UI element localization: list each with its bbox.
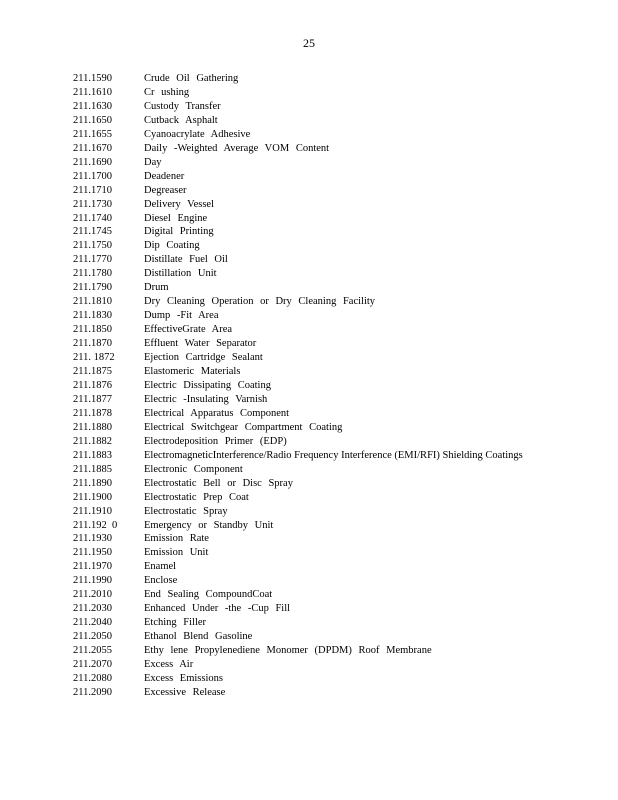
section-number: 211.2010 (73, 589, 112, 601)
section-number: 211.1878 (73, 407, 112, 419)
defined-term: Enclose (144, 575, 178, 587)
defined-term: Electrical Switchgear Compartment Coating (144, 421, 343, 433)
list-item (73, 212, 543, 226)
section-number: 211.1900 (73, 491, 112, 503)
section-number: 211.2030 (73, 603, 112, 615)
list-item (73, 86, 543, 100)
defined-term: Drum (144, 282, 169, 294)
section-number: 211.1780 (73, 268, 112, 280)
list-item (73, 365, 543, 379)
list-item (73, 435, 543, 449)
list-item (73, 519, 543, 533)
section-number: 211.1930 (73, 533, 112, 545)
list-item (73, 337, 543, 351)
defined-term: Diesel Engine (144, 212, 208, 224)
section-number: 211.1740 (73, 212, 112, 224)
page-number: 25 (303, 36, 315, 50)
list-item (73, 156, 543, 170)
section-number: 211.1770 (73, 254, 112, 266)
defined-term: Excess Emissions (144, 672, 223, 684)
section-number: 211.1950 (73, 547, 112, 559)
defined-term: Distillation Unit (144, 268, 217, 280)
defined-term: Dip Coating (144, 240, 200, 252)
defined-term: End Sealing CompoundCoat (144, 589, 273, 601)
list-item (73, 449, 543, 463)
list-item (73, 128, 543, 142)
defined-term: Excessive Release (144, 686, 226, 698)
section-number: 211.1590 (73, 73, 112, 84)
defined-term: Ejection Cartridge Sealant (144, 352, 263, 364)
list-item (73, 407, 543, 421)
list-item (73, 686, 543, 700)
section-number: 211.1630 (73, 100, 112, 112)
defined-term: Electrodeposition Primer (EDP) (144, 435, 287, 447)
section-number: 211.1750 (73, 240, 112, 252)
defined-term: Dry Cleaning Operation or Dry Cleaning Facility (144, 296, 376, 308)
section-number: 211.2050 (73, 631, 112, 643)
defined-term: Excess Air (144, 659, 194, 671)
list-item (73, 114, 543, 128)
defined-term: Degreaser (144, 184, 187, 196)
defined-term: Custody Transfer (144, 100, 221, 112)
defined-term: Cutback Asphalt (144, 114, 218, 126)
defined-term: ElectromagneticInterference/Radio Frequency Interference (EMI/RFI) Shielding Coatings (144, 449, 523, 461)
list-item (73, 393, 543, 407)
list-item (73, 281, 543, 295)
section-number: 211.2080 (73, 672, 112, 684)
list-item (73, 184, 543, 198)
list-item (73, 267, 543, 281)
list-item (73, 72, 543, 86)
list-item (73, 142, 543, 156)
list-item (73, 323, 543, 337)
section-number: 211.1875 (73, 366, 112, 378)
section-number: 211.1810 (73, 296, 112, 308)
defined-term: EffectiveGrate Area (144, 324, 233, 336)
section-number: 211.1882 (73, 435, 112, 447)
defined-term: Effluent Water Separator (144, 338, 257, 350)
section-number: 211.2055 (73, 645, 112, 657)
list-item (73, 630, 543, 644)
section-number: 211. 1872 (73, 352, 115, 364)
section-number: 211.1880 (73, 421, 112, 433)
list-item (73, 421, 543, 435)
defined-term: Day (144, 156, 162, 168)
list-item (73, 198, 543, 212)
defined-term: Dump -Fit Area (144, 310, 219, 322)
section-number: 211.1700 (73, 170, 112, 182)
list-item (73, 463, 543, 477)
section-number: 211.2090 (73, 686, 112, 698)
list-item (73, 574, 543, 588)
section-number: 211.1610 (73, 86, 112, 98)
defined-term: Enhanced Under -the -Cup Fill (144, 603, 291, 615)
section-number: 211.1830 (73, 310, 112, 322)
list-item (73, 351, 543, 365)
defined-term: Electrical Apparatus Component (144, 407, 290, 419)
list-item (73, 505, 543, 519)
list-item (73, 491, 543, 505)
defined-term: Cr ushing (144, 86, 190, 98)
defined-term: Electrostatic Bell or Disc Spray (144, 477, 293, 489)
defined-term: Electrostatic Spray (144, 505, 228, 517)
list-item (73, 170, 543, 184)
defined-term: Daily -Weighted Average VOM Content (144, 142, 330, 154)
definitions-list (73, 72, 543, 700)
list-item (73, 560, 543, 574)
list-item (73, 309, 543, 323)
defined-term: Electronic Component (144, 463, 243, 475)
list-item (73, 588, 543, 602)
list-item (73, 644, 543, 658)
section-number: 211.1876 (73, 379, 112, 391)
section-number: 211.1650 (73, 114, 112, 126)
section-number: 211.2040 (73, 617, 112, 629)
section-number: 211.1990 (73, 575, 112, 587)
section-number: 211.192 0 (73, 519, 118, 531)
list-item (73, 602, 543, 616)
section-number: 211.1850 (73, 324, 112, 336)
list-item (73, 672, 543, 686)
defined-term: Emission Rate (144, 533, 209, 545)
section-number: 211.1710 (73, 184, 112, 196)
section-number: 211.2070 (73, 659, 112, 671)
list-item (73, 239, 543, 253)
defined-term: Distillate Fuel Oil (144, 254, 228, 266)
section-number: 211.1690 (73, 156, 112, 168)
section-number: 211.1670 (73, 142, 112, 154)
list-item (73, 225, 543, 239)
defined-term: Ethy lene Propylenediene Monomer (DPDM) Roof Membrane (144, 645, 432, 657)
defined-term: Electrostatic Prep Coat (144, 491, 249, 503)
defined-term: Enamel (144, 561, 177, 573)
defined-term: Etching Filler (144, 617, 207, 629)
list-item (73, 658, 543, 672)
list-item (73, 100, 543, 114)
list-item (73, 295, 543, 309)
defined-term: Electric Dissipating Coating (144, 379, 271, 391)
section-number: 211.1883 (73, 449, 112, 461)
list-item (73, 253, 543, 267)
list-item (73, 532, 543, 546)
defined-term: Emission Unit (144, 547, 209, 559)
defined-term: Cyanoacrylate Adhesive (144, 128, 251, 140)
defined-term: Ethanol Blend Gasoline (144, 631, 253, 643)
section-number: 211.1730 (73, 198, 112, 210)
list-item (73, 379, 543, 393)
section-number: 211.1885 (73, 463, 112, 475)
list-item (73, 616, 543, 630)
list-item (73, 546, 543, 560)
defined-term: Emergency or Standby Unit (144, 519, 274, 531)
defined-term: Digital Printing (144, 226, 214, 238)
section-number: 211.1790 (73, 282, 112, 294)
section-number: 211.1910 (73, 505, 112, 517)
section-number: 211.1890 (73, 477, 112, 489)
list-item (73, 477, 543, 491)
defined-term: Electric -Insulating Varnish (144, 393, 268, 405)
section-number: 211.1745 (73, 226, 112, 238)
defined-term: Crude Oil Gathering (144, 73, 239, 84)
section-number: 211.1870 (73, 338, 112, 350)
section-number: 211.1655 (73, 128, 112, 140)
section-number: 211.1970 (73, 561, 112, 573)
defined-term: Elastomeric Materials (144, 366, 241, 378)
section-number: 211.1877 (73, 393, 112, 405)
defined-term: Delivery Vessel (144, 198, 214, 210)
defined-term: Deadener (144, 170, 185, 182)
